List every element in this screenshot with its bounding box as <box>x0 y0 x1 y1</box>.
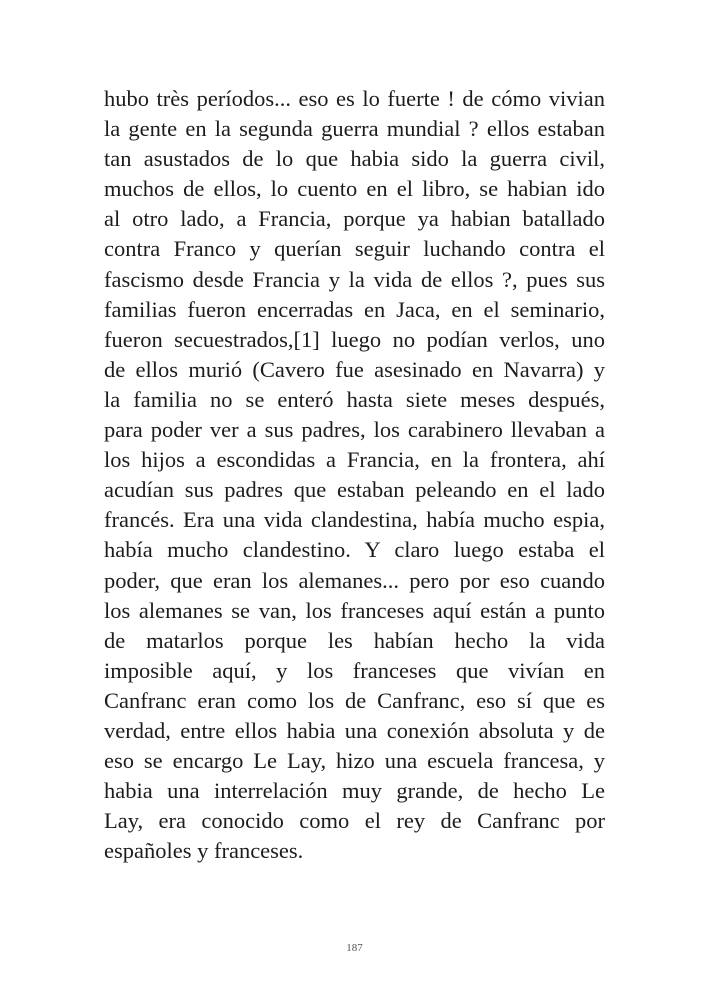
text-line: familias fueron encerradas en Jaca, en el seminario, <box>104 296 605 322</box>
text-line: fascismo desde Francia y la vida de ellos ?, pues sus <box>104 266 605 292</box>
text-line: muchos de ellos, lo cuento en el libro, se habian ido <box>104 176 605 202</box>
text-line: al otro lado, a Francia, porque ya habian batallado <box>104 206 605 232</box>
text-line: la gente en la segunda guerra mundial ? ellos estaban <box>104 116 605 142</box>
text-line: la familia no se enteró hasta siete meses después, <box>104 386 605 412</box>
text-line: poder, que eran los alemanes... pero por eso cuando <box>104 567 605 593</box>
text-line: habia una interrelación muy grande, de hecho Le <box>104 778 605 804</box>
text-line: Canfranc eran como los de Canfranc, eso sí que es <box>104 687 605 713</box>
text-line: eso se encargo Le Lay, hizo una escuela francesa, y <box>104 748 605 774</box>
page-number: 187 <box>346 942 363 954</box>
text-line: tan asustados de lo que habia sido la guerra civil, <box>104 146 605 172</box>
text-line: de matarlos porque les habían hecho la vida <box>104 627 605 653</box>
text-line: de ellos murió (Cavero fue asesinado en Navarra) y <box>104 356 605 382</box>
text-line: francés. Era una vida clandestina, había mucho espia, <box>104 507 605 533</box>
text-line: para poder ver a sus padres, los carabinero llevaban a <box>104 417 605 443</box>
text-line: verdad, entre ellos habia una conexión absoluta y de <box>104 717 605 743</box>
body-paragraph <box>104 84 605 866</box>
text-line: acudían sus padres que estaban peleando en el lado <box>104 477 605 503</box>
text-line-last: españoles y franceses. <box>104 838 304 864</box>
text-line: fueron secuestrados,[1] luego no podían verlos, uno <box>104 326 605 352</box>
text-line: contra Franco y querían seguir luchando contra el <box>104 236 605 262</box>
text-line: había mucho clandestino. Y claro luego estaba el <box>104 537 605 563</box>
text-line: hubo très períodos... eso es lo fuerte ! de cómo vivian <box>104 86 605 111</box>
text-line: los hijos a escondidas a Francia, en la frontera, ahí <box>104 447 605 473</box>
text-line: los alemanes se van, los franceses aquí están a punto <box>104 597 605 623</box>
text-line: Lay, era conocido como el rey de Canfranc por <box>104 808 605 834</box>
text-line: imposible aquí, y los franceses que vivían en <box>104 657 605 683</box>
